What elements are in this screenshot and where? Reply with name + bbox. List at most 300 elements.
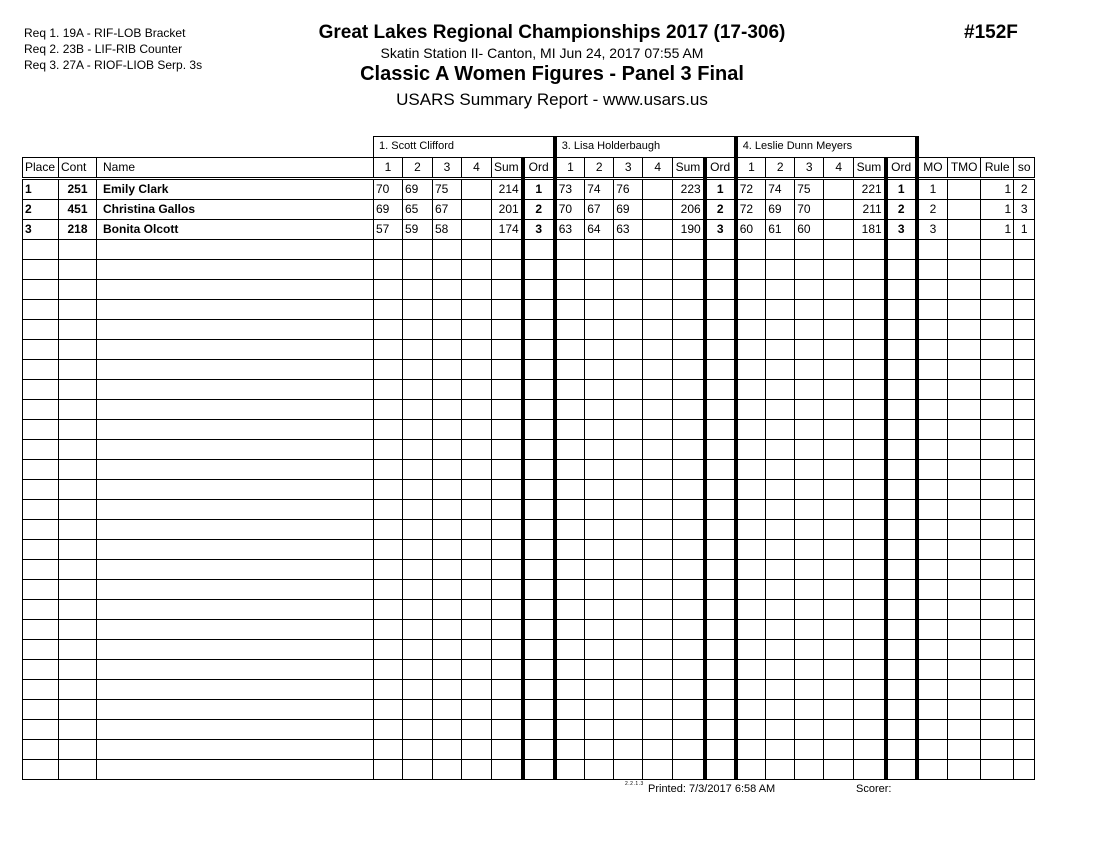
- skater-name-cell: [97, 500, 374, 520]
- extra-cell: [981, 480, 1014, 500]
- skater-name-cell: [97, 620, 374, 640]
- cont-cell: [59, 740, 97, 760]
- score-cell: [374, 460, 403, 480]
- score-cell: [736, 520, 766, 540]
- score-cell: [555, 400, 585, 420]
- score2-cell: 59: [403, 220, 433, 240]
- score-cell: [824, 280, 854, 300]
- cont-cell: 451: [59, 200, 97, 220]
- skater-name-cell: [97, 240, 374, 260]
- score-cell: [766, 240, 795, 260]
- extra-cell: [1014, 540, 1035, 560]
- extra-cell: [981, 460, 1014, 480]
- score-cell: [555, 420, 585, 440]
- score-cell: [854, 380, 886, 400]
- score-cell: [766, 720, 795, 740]
- empty-row: [23, 680, 1035, 700]
- score-cell: [824, 380, 854, 400]
- score-cell: [374, 380, 403, 400]
- score-cell: [462, 420, 492, 440]
- report-title: USARS Summary Report - www.usars.us: [396, 90, 708, 109]
- col-place: Place: [23, 158, 59, 179]
- extra-cell: [1014, 260, 1035, 280]
- score-cell: [854, 560, 886, 580]
- score-cell: [492, 320, 523, 340]
- score-cell: [403, 560, 433, 580]
- score-cell: [492, 480, 523, 500]
- score-cell: [614, 480, 643, 500]
- score-cell: [555, 300, 585, 320]
- rule-cell: 1: [981, 179, 1014, 200]
- extra-cell: [1014, 440, 1035, 460]
- score-cell: [614, 760, 643, 780]
- skater-name-cell: [97, 660, 374, 680]
- extra-cell: [1014, 380, 1035, 400]
- score-cell: [433, 240, 462, 260]
- empty-row: [23, 360, 1035, 380]
- score-cell: [374, 720, 403, 740]
- score-cell: [585, 260, 614, 280]
- score-cell: [555, 600, 585, 620]
- place-cell: [23, 420, 59, 440]
- ordinal-cell: [705, 240, 736, 260]
- ordinal-cell: [523, 660, 555, 680]
- score-cell: [585, 400, 614, 420]
- score-cell: [824, 420, 854, 440]
- score-cell: [854, 660, 886, 680]
- cont-cell: [59, 560, 97, 580]
- score-cell: [795, 660, 824, 680]
- score3-cell: 76: [614, 179, 643, 200]
- col-j1-score2: 2: [403, 158, 433, 179]
- extra-cell: [948, 440, 981, 460]
- score2-cell: 61: [766, 220, 795, 240]
- score-cell: [643, 760, 673, 780]
- extra-cell: [1014, 280, 1035, 300]
- ordinal-cell: 1: [886, 179, 917, 200]
- cont-cell: [59, 360, 97, 380]
- ordinal-cell: [523, 540, 555, 560]
- extra-cell: [948, 640, 981, 660]
- ordinal-cell: [886, 460, 917, 480]
- extra-cell: [1014, 360, 1035, 380]
- score4-cell: [643, 220, 673, 240]
- result-row: [23, 200, 1035, 220]
- score-cell: [374, 580, 403, 600]
- score-cell: [736, 660, 766, 680]
- ordinal-cell: [523, 680, 555, 700]
- score-cell: [766, 340, 795, 360]
- score-cell: [374, 440, 403, 460]
- score-cell: [555, 560, 585, 580]
- score-cell: [673, 240, 705, 260]
- cont-cell: [59, 500, 97, 520]
- score-cell: [736, 640, 766, 660]
- ordinal-cell: [705, 760, 736, 780]
- empty-row: [23, 720, 1035, 740]
- extra-cell: [917, 300, 948, 320]
- score-cell: [766, 360, 795, 380]
- score-cell: [766, 400, 795, 420]
- score-cell: [585, 760, 614, 780]
- score-cell: [673, 560, 705, 580]
- sum-cell: 221: [854, 179, 886, 200]
- rule-cell: 1: [981, 220, 1014, 240]
- skater-name-cell: [97, 640, 374, 660]
- score-cell: [643, 680, 673, 700]
- place-cell: [23, 680, 59, 700]
- ordinal-cell: [705, 460, 736, 480]
- ordinal-cell: [705, 320, 736, 340]
- ordinal-cell: [705, 620, 736, 640]
- ordinal-cell: [523, 620, 555, 640]
- ordinal-cell: [523, 700, 555, 720]
- score-cell: [462, 480, 492, 500]
- ordinal-cell: [886, 260, 917, 280]
- empty-row: [23, 500, 1035, 520]
- score-cell: [433, 520, 462, 540]
- score-cell: [433, 440, 462, 460]
- score2-cell: 64: [585, 220, 614, 240]
- cont-cell: [59, 680, 97, 700]
- score-cell: [643, 600, 673, 620]
- so-cell: 1: [1014, 220, 1035, 240]
- extra-cell: [1014, 500, 1035, 520]
- score-cell: [824, 480, 854, 500]
- extra-cell: [1014, 680, 1035, 700]
- extra-cell: [1014, 240, 1035, 260]
- col-j4-score4: 4: [824, 158, 854, 179]
- ordinal-cell: [523, 240, 555, 260]
- empty-row: [23, 400, 1035, 420]
- score-cell: [824, 680, 854, 700]
- score1-cell: 72: [736, 179, 766, 200]
- score-cell: [492, 400, 523, 420]
- score-cell: [462, 700, 492, 720]
- extra-cell: [917, 380, 948, 400]
- sum-cell: 214: [492, 179, 523, 200]
- empty-row: [23, 660, 1035, 680]
- extra-cell: [948, 500, 981, 520]
- ordinal-cell: [886, 360, 917, 380]
- score-cell: [736, 500, 766, 520]
- score-cell: [673, 680, 705, 700]
- score-cell: [585, 640, 614, 660]
- score-cell: [462, 360, 492, 380]
- tmo-cell: [948, 200, 981, 220]
- score-cell: [585, 700, 614, 720]
- score-cell: [854, 760, 886, 780]
- skater-name-cell: [97, 600, 374, 620]
- score-cell: [854, 620, 886, 640]
- score-cell: [555, 680, 585, 700]
- ordinal-cell: [523, 560, 555, 580]
- ordinal-cell: [886, 680, 917, 700]
- score-cell: [643, 480, 673, 500]
- score-cell: [403, 380, 433, 400]
- score-cell: [614, 540, 643, 560]
- score-cell: [614, 660, 643, 680]
- judge-3-name: 3. Lisa Holderbaugh: [555, 137, 736, 158]
- ordinal-cell: [705, 560, 736, 580]
- extra-cell: [917, 240, 948, 260]
- empty-row: [23, 580, 1035, 600]
- score-cell: [585, 440, 614, 460]
- cont-cell: [59, 480, 97, 500]
- score-cell: [736, 700, 766, 720]
- score-cell: [492, 720, 523, 740]
- score-cell: [795, 440, 824, 460]
- score3-cell: 75: [795, 179, 824, 200]
- mo-cell: 1: [917, 179, 948, 200]
- place-cell: [23, 380, 59, 400]
- score-cell: [673, 600, 705, 620]
- skater-name-cell: [97, 680, 374, 700]
- score-cell: [795, 420, 824, 440]
- col-j3-ord: Ord: [705, 158, 736, 179]
- col-j4-score3: 3: [795, 158, 824, 179]
- score-cell: [736, 420, 766, 440]
- extra-cell: [948, 560, 981, 580]
- score-cell: [555, 700, 585, 720]
- ordinal-cell: [523, 260, 555, 280]
- col-so: so: [1014, 158, 1035, 179]
- score-cell: [643, 640, 673, 660]
- score-cell: [854, 580, 886, 600]
- score-cell: [795, 340, 824, 360]
- score-cell: [492, 300, 523, 320]
- score2-cell: 67: [585, 200, 614, 220]
- place-cell: [23, 360, 59, 380]
- score-cell: [643, 740, 673, 760]
- score4-cell: [462, 220, 492, 240]
- cont-cell: [59, 600, 97, 620]
- tmo-cell: [948, 220, 981, 240]
- score-cell: [643, 420, 673, 440]
- score-cell: [736, 460, 766, 480]
- ordinal-cell: [886, 320, 917, 340]
- score-cell: [374, 520, 403, 540]
- skater-name-cell: [97, 460, 374, 480]
- score-cell: [673, 620, 705, 640]
- extra-cell: [917, 560, 948, 580]
- score-cell: [462, 720, 492, 740]
- score-cell: [374, 640, 403, 660]
- score-cell: [403, 420, 433, 440]
- score-cell: [492, 420, 523, 440]
- place-cell: [23, 700, 59, 720]
- col-name: Name: [97, 158, 374, 179]
- ordinal-cell: [705, 520, 736, 540]
- extra-cell: [948, 600, 981, 620]
- score-cell: [614, 580, 643, 600]
- ordinal-cell: [705, 540, 736, 560]
- extra-cell: [948, 360, 981, 380]
- place-cell: [23, 520, 59, 540]
- score-cell: [462, 320, 492, 340]
- score-cell: [795, 460, 824, 480]
- score-cell: [462, 240, 492, 260]
- extra-cell: [917, 640, 948, 660]
- score1-cell: 57: [374, 220, 403, 240]
- score-cell: [614, 500, 643, 520]
- mo-cell: 2: [917, 200, 948, 220]
- empty-row: [23, 460, 1035, 480]
- score-cell: [795, 620, 824, 640]
- extra-cell: [917, 740, 948, 760]
- score-cell: [374, 280, 403, 300]
- extra-cell: [1014, 300, 1035, 320]
- extra-cell: [981, 700, 1014, 720]
- score-cell: [824, 440, 854, 460]
- score-cell: [795, 500, 824, 520]
- score-cell: [643, 620, 673, 640]
- score-cell: [766, 540, 795, 560]
- skater-name-cell: Emily Clark: [97, 179, 374, 200]
- cont-cell: [59, 240, 97, 260]
- extra-cell: [1014, 340, 1035, 360]
- score-cell: [374, 760, 403, 780]
- score-cell: [585, 740, 614, 760]
- score-cell: [492, 600, 523, 620]
- score-cell: [824, 720, 854, 740]
- place-cell: [23, 240, 59, 260]
- cont-cell: [59, 540, 97, 560]
- so-cell: 3: [1014, 200, 1035, 220]
- score-cell: [433, 620, 462, 640]
- score-cell: [795, 740, 824, 760]
- score-cell: [824, 620, 854, 640]
- place-cell: [23, 480, 59, 500]
- ordinal-cell: 1: [523, 179, 555, 200]
- extra-cell: [981, 620, 1014, 640]
- ordinal-cell: [886, 280, 917, 300]
- extra-cell: [917, 260, 948, 280]
- score-cell: [673, 460, 705, 480]
- score-cell: [462, 560, 492, 580]
- score3-cell: 67: [433, 200, 462, 220]
- score-cell: [462, 440, 492, 460]
- ordinal-cell: [523, 760, 555, 780]
- score-cell: [854, 520, 886, 540]
- score-cell: [824, 500, 854, 520]
- score2-cell: 74: [766, 179, 795, 200]
- score-cell: [795, 400, 824, 420]
- ordinal-cell: [886, 440, 917, 460]
- score-cell: [492, 700, 523, 720]
- score-cell: [585, 580, 614, 600]
- score-cell: [555, 280, 585, 300]
- cont-cell: [59, 660, 97, 680]
- empty-row: [23, 240, 1035, 260]
- cont-cell: [59, 260, 97, 280]
- extra-cell: [917, 540, 948, 560]
- ordinal-cell: 2: [705, 200, 736, 220]
- score4-cell: [643, 179, 673, 200]
- col-j4-sum: Sum: [854, 158, 886, 179]
- extra-cell: [1014, 700, 1035, 720]
- score-cell: [462, 740, 492, 760]
- score-cell: [555, 360, 585, 380]
- score3-cell: 69: [614, 200, 643, 220]
- score-cell: [736, 440, 766, 460]
- score-cell: [795, 280, 824, 300]
- place-cell: [23, 460, 59, 480]
- score-cell: [492, 520, 523, 540]
- extra-cell: [1014, 720, 1035, 740]
- so-cell: 2: [1014, 179, 1035, 200]
- score-cell: [585, 300, 614, 320]
- score-cell: [824, 760, 854, 780]
- ordinal-cell: 3: [523, 220, 555, 240]
- extra-cell: [981, 420, 1014, 440]
- score3-cell: 63: [614, 220, 643, 240]
- score-cell: [673, 420, 705, 440]
- extra-cell: [981, 640, 1014, 660]
- ordinal-cell: [705, 500, 736, 520]
- ordinal-cell: [886, 560, 917, 580]
- score-cell: [766, 480, 795, 500]
- score-cell: [433, 680, 462, 700]
- score-cell: [854, 240, 886, 260]
- extra-cell: [981, 380, 1014, 400]
- score-cell: [462, 640, 492, 660]
- score-cell: [374, 320, 403, 340]
- ordinal-cell: [523, 740, 555, 760]
- score-cell: [673, 480, 705, 500]
- score-cell: [462, 340, 492, 360]
- extra-cell: [981, 260, 1014, 280]
- sum-cell: 206: [673, 200, 705, 220]
- skater-name-cell: [97, 580, 374, 600]
- score-cell: [766, 520, 795, 540]
- score-cell: [374, 360, 403, 380]
- ordinal-cell: [523, 360, 555, 380]
- extra-cell: [981, 300, 1014, 320]
- ordinal-cell: [705, 360, 736, 380]
- score-cell: [614, 260, 643, 280]
- score-cell: [403, 600, 433, 620]
- score-cell: [673, 720, 705, 740]
- ordinal-cell: [886, 600, 917, 620]
- cont-cell: [59, 280, 97, 300]
- score-cell: [462, 600, 492, 620]
- extra-cell: [1014, 600, 1035, 620]
- score-cell: [403, 260, 433, 280]
- score-cell: [766, 640, 795, 660]
- score-cell: [555, 540, 585, 560]
- score-cell: [585, 520, 614, 540]
- place-cell: [23, 280, 59, 300]
- score-cell: [736, 580, 766, 600]
- cont-cell: [59, 300, 97, 320]
- ordinal-cell: 3: [705, 220, 736, 240]
- score-cell: [736, 300, 766, 320]
- score-cell: [824, 360, 854, 380]
- extra-cell: [981, 760, 1014, 780]
- score-cell: [736, 240, 766, 260]
- ordinal-cell: [523, 420, 555, 440]
- score-cell: [433, 320, 462, 340]
- ordinal-cell: [886, 340, 917, 360]
- score-cell: [673, 360, 705, 380]
- skater-name-cell: [97, 320, 374, 340]
- score-cell: [795, 480, 824, 500]
- extra-cell: [948, 700, 981, 720]
- score-cell: [492, 560, 523, 580]
- score-cell: [673, 320, 705, 340]
- extra-cell: [1014, 620, 1035, 640]
